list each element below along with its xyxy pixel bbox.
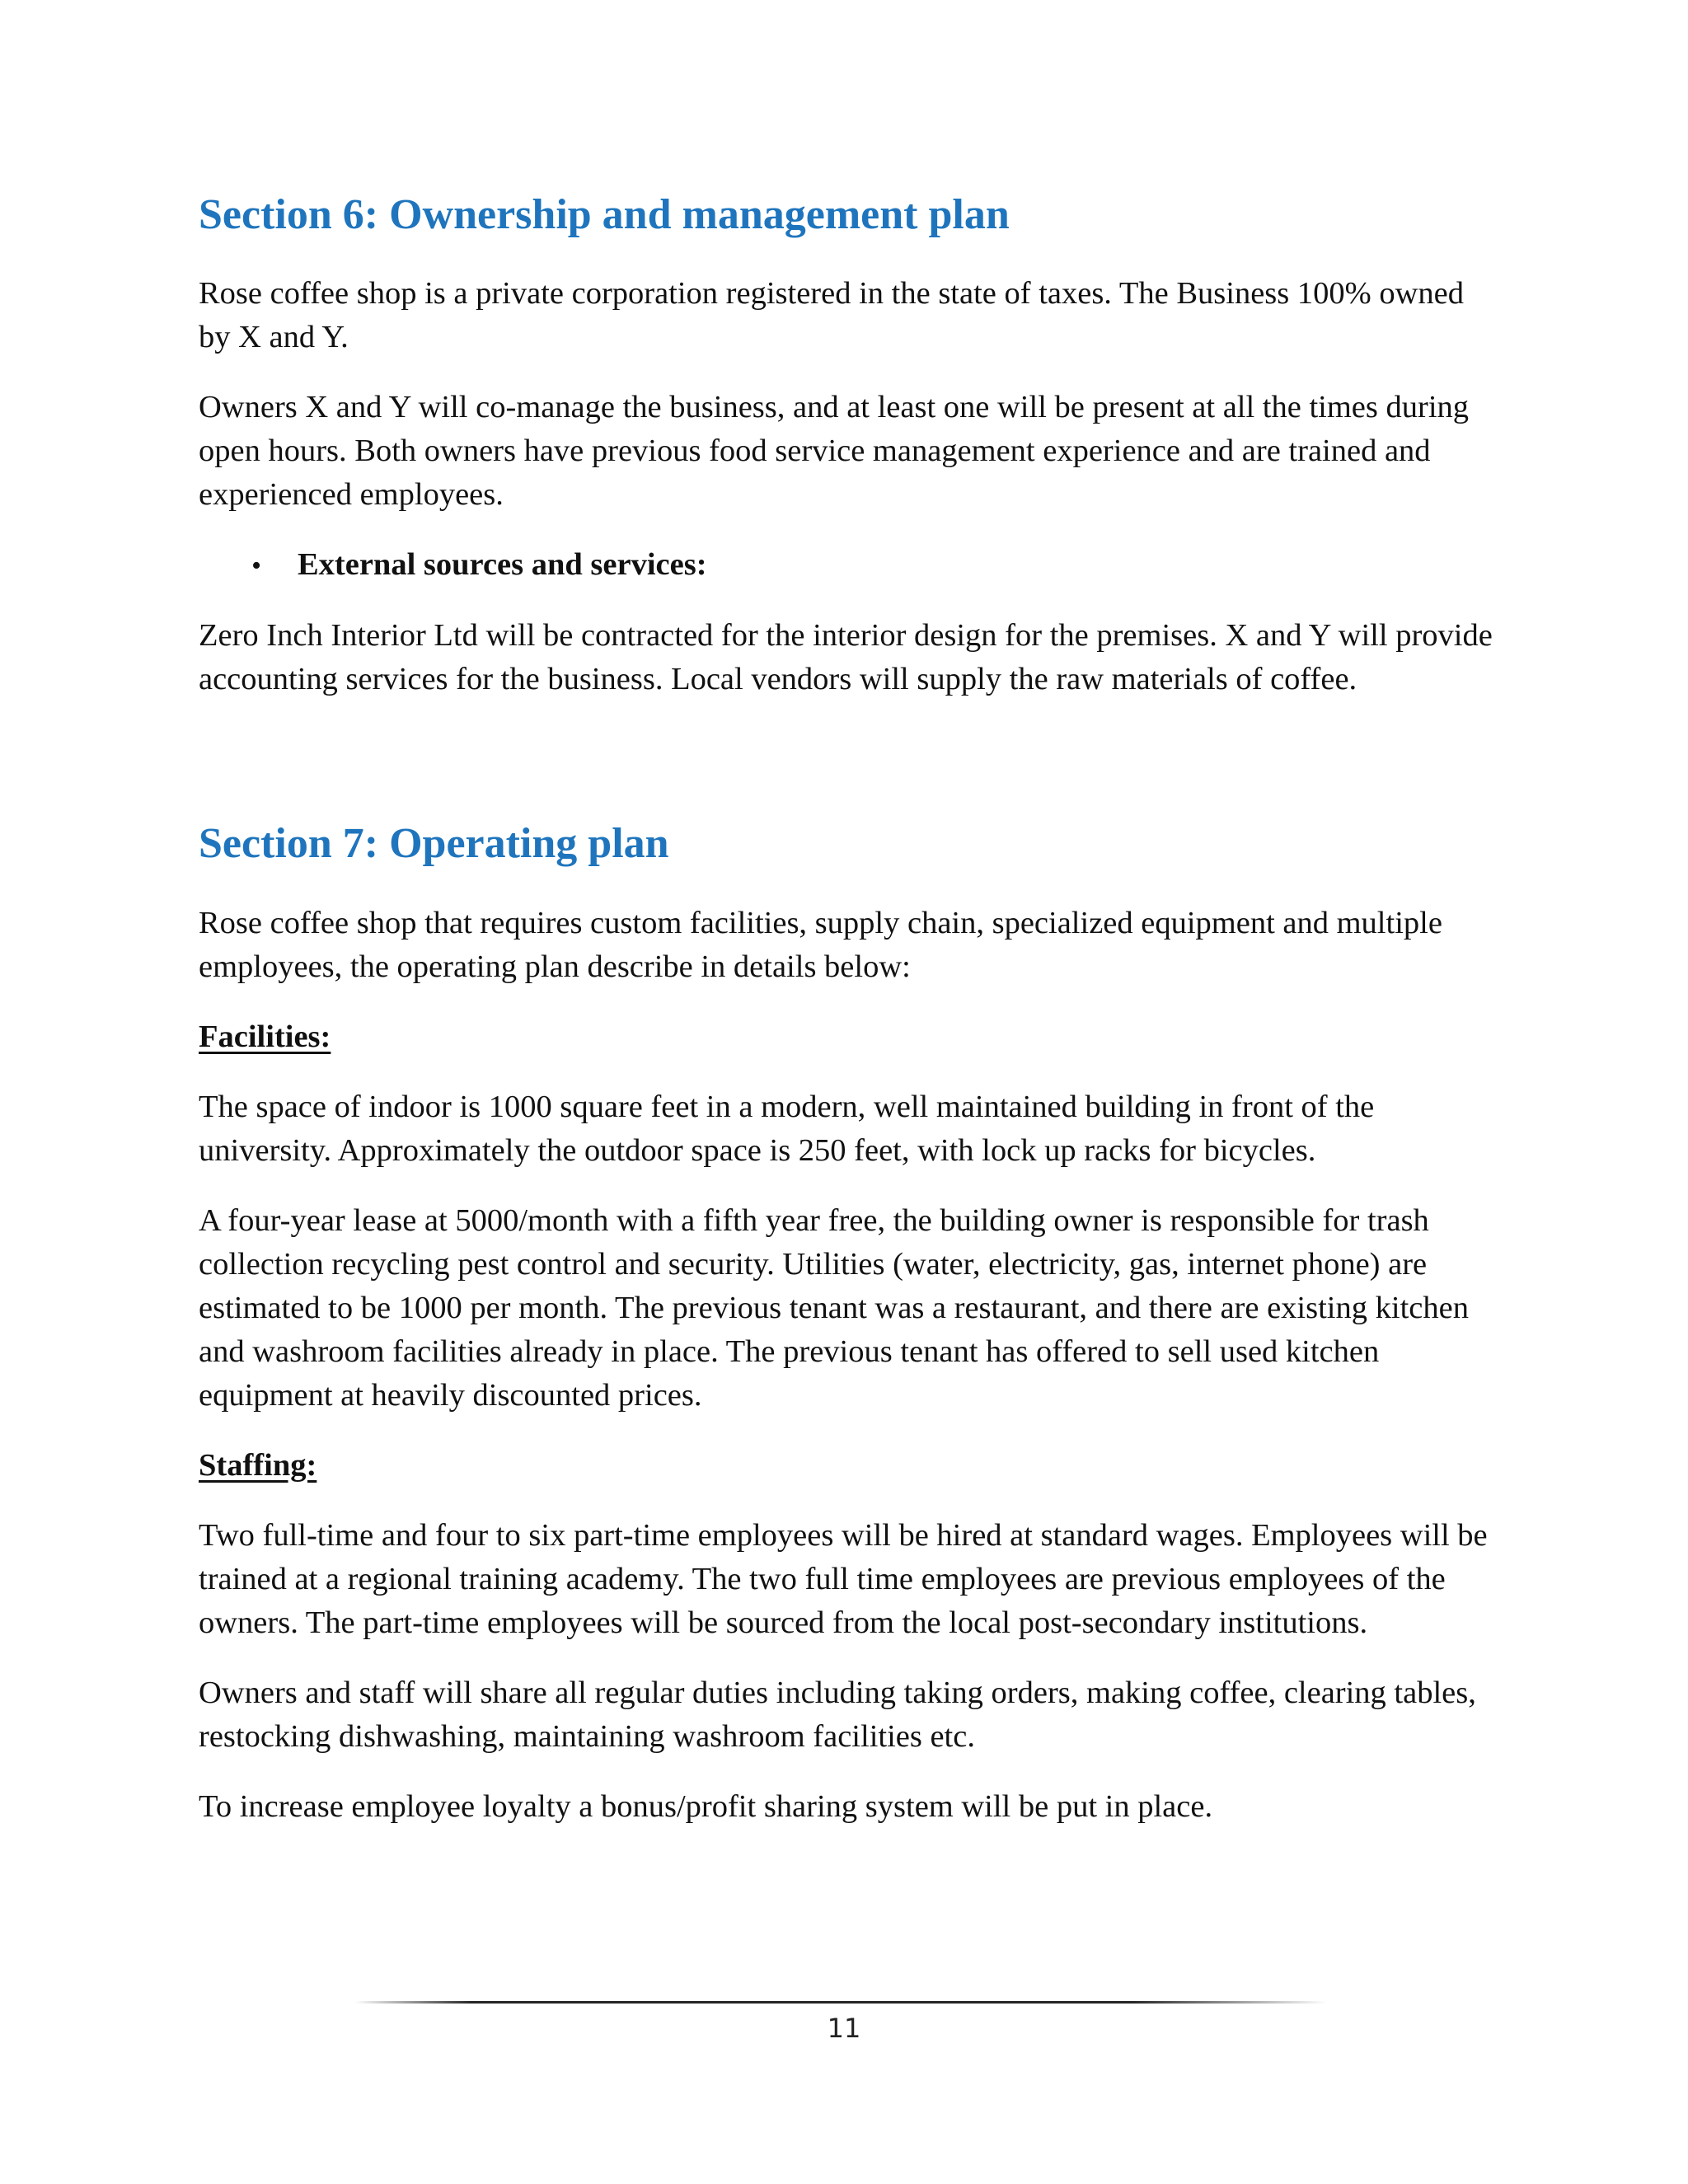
staffing-hiring-paragraph: Two full-time and four to six part-time employees will be hired at standard wages. Employees will be trained at a regional training academy. The two full time employees are previous employees of the owners. The part-time employees will be sourced from the local post-secondary institutions. <box>199 1517 1488 1640</box>
facilities-space-paragraph: The space of indoor is 1000 square feet in a modern, well maintained building in front of the university. Approximately the outdoor space is 250 feet, with lock up racks for bicycles. <box>199 1089 1375 1168</box>
management-paragraph: Owners X and Y will co-manage the business, and at least one will be present at all the times during open hours. Both owners have previous food service management experience and are trained and experienced employees. <box>199 390 1470 513</box>
ownership-paragraph: Rose coffee shop is a private corporation registered in the state of taxes. The Business 100% owned by X and Y. <box>199 276 1464 355</box>
facilities-heading: Facilities: <box>199 1019 331 1054</box>
external-sources-bullet <box>199 543 1501 588</box>
bullet-icon: • <box>251 551 261 582</box>
staffing-heading: Staffing: <box>199 1447 317 1483</box>
section-7-heading: Section 7: Operating plan <box>199 820 669 868</box>
external-sources-paragraph: Zero Inch Interior Ltd will be contracted for the interior design for the premises. X and Y will provide accounting services for the business. Local vendors will supply the raw materials of coffee. <box>199 618 1493 697</box>
staffing-duties-paragraph: Owners and staff will share all regular duties including taking orders, making coffee, clearing tables, restocking dishwashing, maintaining washroom facilities etc. <box>199 1675 1476 1754</box>
page-content <box>199 190 1501 1855</box>
staffing-loyalty-paragraph: To increase employee loyalty a bonus/profit sharing system will be put in place. <box>199 1788 1213 1824</box>
page-number: 11 <box>827 2013 861 2044</box>
section-6-heading: Section 6: Ownership and management plan <box>199 191 1010 238</box>
facilities-lease-paragraph: A four-year lease at 5000/month with a fifth year free, the building owner is responsible for trash collection recycling pest control and security. Utilities (water, electricity, gas, internet phone) are estimated to be 1000 per month. The previous tenant was a restaurant, and there are existing kitchen and washroom facilities already in place. The previous tenant has offered to sell used kitchen equipment at heavily discounted prices. <box>199 1202 1469 1413</box>
section-spacer <box>199 728 1501 818</box>
footer-divider <box>354 2001 1327 2004</box>
operating-intro-paragraph: Rose coffee shop that requires custom facilities, supply chain, specialized equipment and multiple employees, the operating plan describe in details below: <box>199 905 1442 984</box>
external-sources-heading: External sources and services: <box>298 547 707 583</box>
